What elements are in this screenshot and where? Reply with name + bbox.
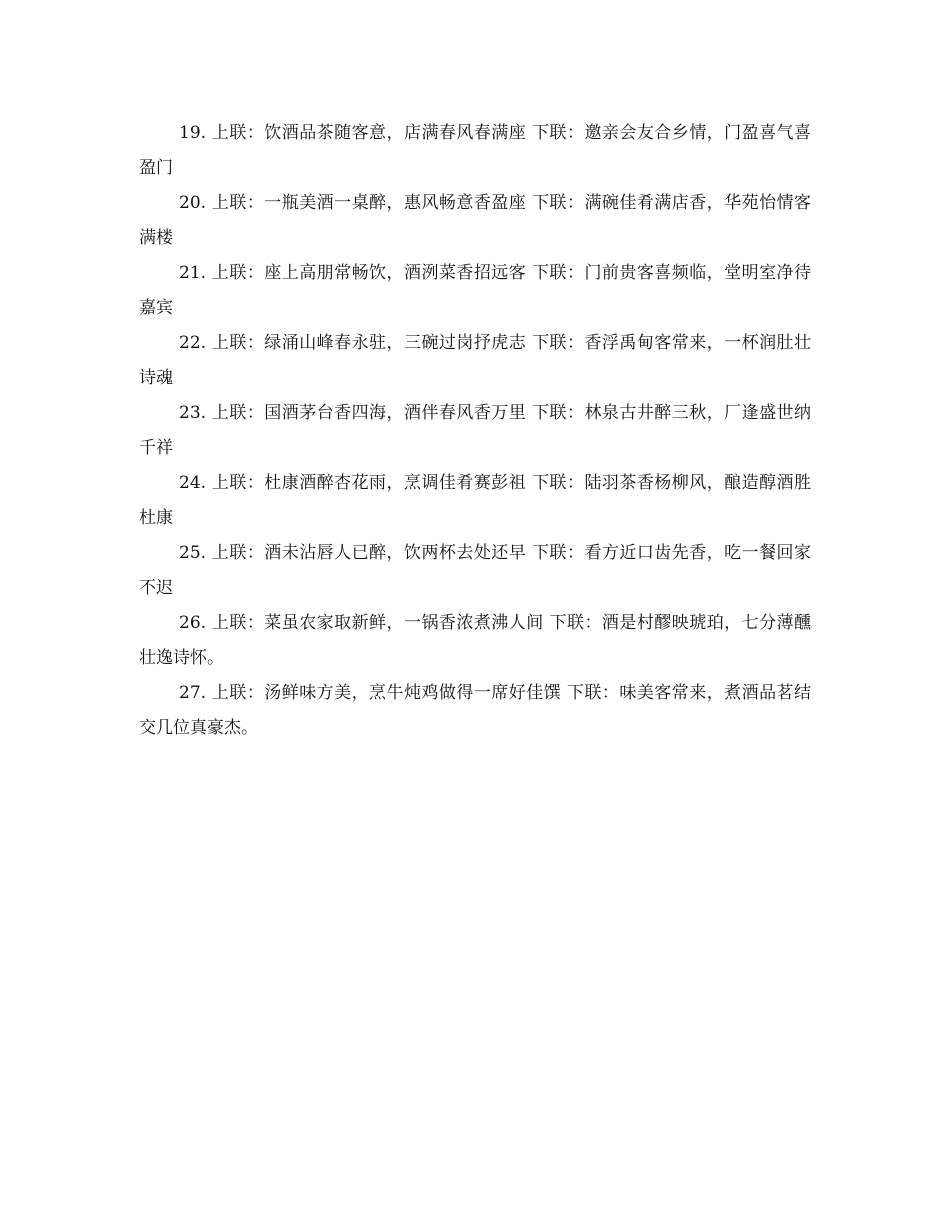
couplet-entry-20: 20. 上联：一瓶美酒一桌醉，惠风畅意香盈座 下联：满碗佳肴满店香，华苑怡情客满楼 <box>139 193 811 248</box>
couplet-entry-22: 22. 上联：绿涌山峰春永驻，三碗过岗抒虎志 下联：香浮禹甸客常来，一杯润肚壮诗魂 <box>139 333 811 388</box>
couplet-entry-27: 27. 上联：汤鲜味方美，烹牛炖鸡做得一席好佳馔 下联：味美客常来，煮酒品茗结交几位真豪杰。 <box>139 683 811 738</box>
couplet-entry-23: 23. 上联：国酒茅台香四海，酒伴春风香万里 下联：林泉古井醉三秋，厂逢盛世纳千祥 <box>139 403 811 458</box>
couplet-entry-21: 21. 上联：座上高朋常畅饮，酒洌菜香招远客 下联：门前贵客喜频临，堂明室净待嘉宾 <box>139 263 811 318</box>
couplet-list <box>139 116 811 746</box>
couplet-entry-25: 25. 上联：酒未沾唇人已醉，饮两杯去处还早 下联：看方近口齿先香，吃一餐回家不迟 <box>139 543 811 598</box>
couplet-entry-26: 26. 上联：菜虽农家取新鲜，一锅香浓煮沸人间 下联：酒是村醪映琥珀，七分薄醺壮逸诗怀。 <box>139 613 811 668</box>
couplet-entry-24: 24. 上联：杜康酒醉杏花雨，烹调佳肴赛彭祖 下联：陆羽茶香杨柳风，酿造醇酒胜杜康 <box>139 473 811 528</box>
couplet-entry-19: 19. 上联：饮酒品茶随客意，店满春风春满座 下联：邀亲会友合乡情，门盈喜气喜盈门 <box>139 123 811 178</box>
